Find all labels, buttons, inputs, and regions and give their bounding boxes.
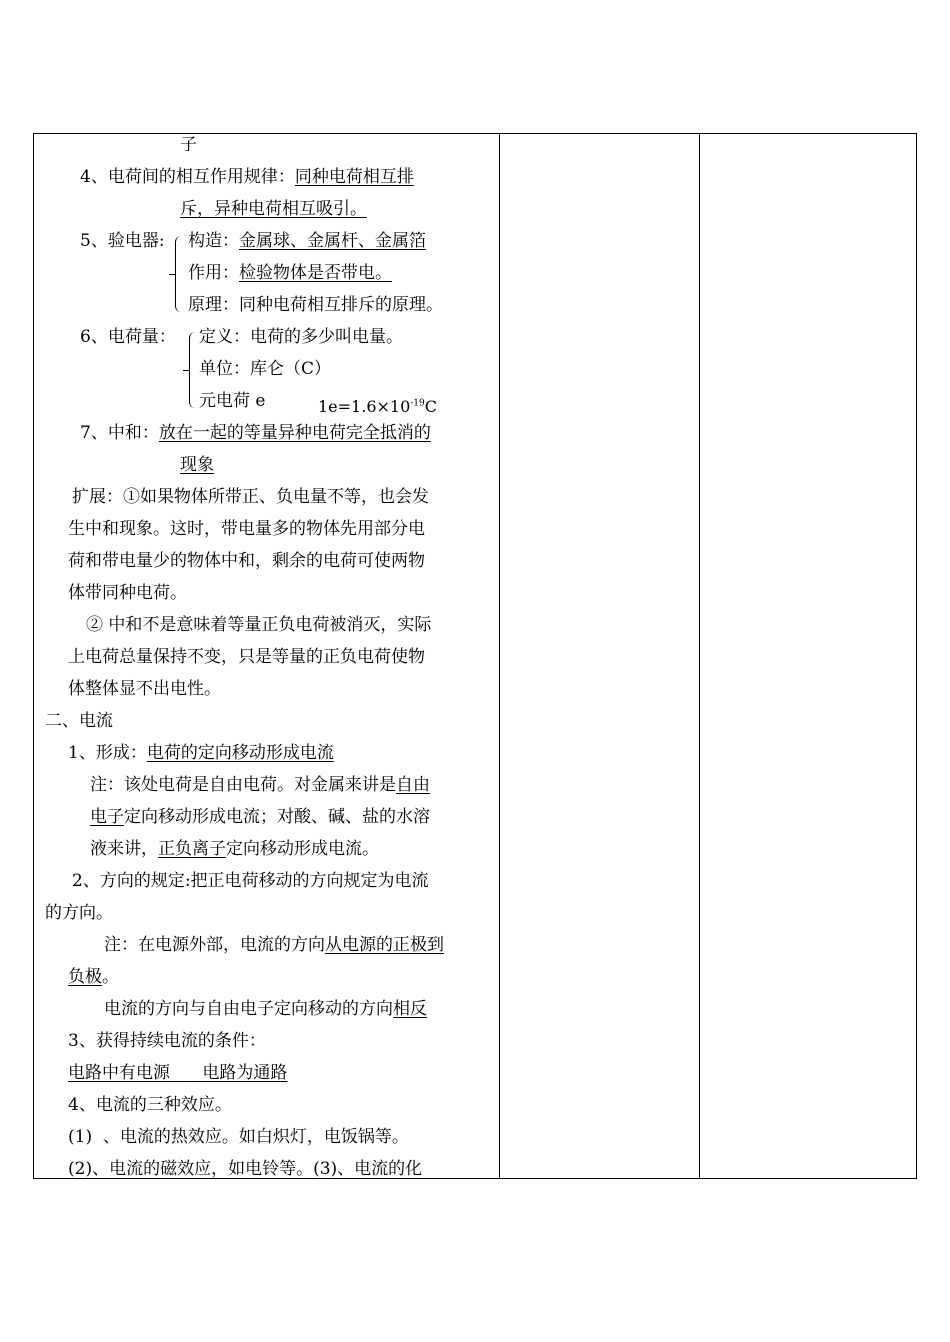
- line-text: 定义：电荷的多少叫电量。: [199, 327, 403, 347]
- line-text: 子: [180, 135, 197, 151]
- line-text: 作用：: [188, 263, 239, 283]
- line-text: C: [424, 397, 438, 412]
- underlined-text: 同种电荷相互排: [294, 167, 414, 187]
- line-magnetic-effect: [68, 1158, 422, 1180]
- line-neutralization: [80, 422, 431, 444]
- column-divider-2: [699, 134, 700, 1178]
- line-text: 原理：同种电荷相互排斥的原理。: [188, 295, 443, 315]
- line-text: 定向移动形成电流。: [226, 839, 379, 859]
- line-direction: [72, 870, 429, 892]
- underlined-text: 检验物体是否带电。: [239, 263, 392, 283]
- line-text: 二、电流: [45, 711, 113, 731]
- underlined-text: 从电源的正极到: [325, 935, 444, 955]
- line-text: 2、方向的规定:把正电荷移动的方向规定为电流: [72, 871, 429, 891]
- line-zi: [180, 134, 197, 151]
- line-extension-2: [68, 518, 425, 540]
- line-conditions-list: [68, 1062, 287, 1084]
- line-extension-4: [68, 582, 187, 604]
- line-unit: [199, 358, 331, 380]
- line-text: 上电荷总量保持不变，只是等量的正负电荷使物: [68, 647, 425, 667]
- line-text: ② 中和不是意味着等量正负电荷被消灭，实际: [86, 615, 432, 635]
- line-text: 4、电流的三种效应。: [68, 1095, 232, 1115]
- line-text: 3、获得持续电流的条件：: [68, 1031, 266, 1051]
- line-text: 1e=1.6×10: [318, 397, 411, 412]
- underlined-text: 电路为通路: [191, 1063, 288, 1083]
- line-structure: [188, 230, 426, 252]
- exponent: -19: [410, 398, 425, 409]
- underlined-text: 现象: [180, 455, 214, 475]
- underlined-text: 斥，异种电荷相互吸引。: [180, 199, 367, 219]
- line-e-value: [318, 396, 437, 412]
- line-charge-quantity: [80, 326, 176, 348]
- line-extension-5: [86, 614, 431, 636]
- line-text: (1) 、电流的热效应。如白炽灯，电饭锅等。: [68, 1127, 409, 1147]
- underlined-text: 正负离子: [158, 839, 226, 859]
- line-formation: [68, 742, 334, 764]
- brace-icon: [189, 332, 196, 408]
- line-text: 单位：库仑（C）: [199, 359, 332, 379]
- line-text: 生中和现象。这时，带电量多的物体先用部分电: [68, 519, 425, 539]
- column-divider-1: [499, 134, 500, 1178]
- line-text: 注：在电源外部，电流的方向: [104, 935, 325, 955]
- line-note-1: [90, 774, 430, 796]
- line-text: 荷和带电量少的物体中和，剩余的电荷可使两物: [68, 551, 425, 571]
- line-elementary-charge: [199, 390, 265, 412]
- underlined-text: 放在一起的等量异种电荷完全抵消的: [158, 423, 431, 443]
- line-text: 6、电荷量：: [80, 327, 176, 347]
- brace-icon: [175, 236, 182, 312]
- line-extension-3: [68, 550, 425, 572]
- line-text: 注：该处电荷是自由电荷。对金属来讲是: [90, 775, 396, 795]
- line-conditions: [68, 1030, 266, 1052]
- line-text: 构造：: [188, 231, 239, 251]
- line-charge-interaction: [80, 166, 414, 188]
- line-function: [188, 262, 392, 284]
- underlined-text: 电路中有电源: [68, 1063, 192, 1083]
- underlined-text: 电子: [90, 807, 124, 827]
- line-text: 5、验电器:: [80, 231, 165, 251]
- line-text: 体带同种电荷。: [68, 583, 187, 603]
- line-extension-7: [68, 678, 221, 700]
- line-note-3: [90, 838, 379, 860]
- underlined-text: 相反: [393, 999, 427, 1019]
- underlined-text: 金属球、金属杆、金属箔: [239, 231, 426, 251]
- line-heat-effect: [68, 1126, 409, 1148]
- line-text: 7、中和：: [80, 423, 159, 443]
- line-repel-attract: [180, 198, 367, 220]
- line-text: 液来讲，: [90, 839, 158, 859]
- line-extension-6: [68, 646, 425, 668]
- underlined-text: 电荷的定向移动形成电流: [146, 743, 334, 763]
- line-principle: [188, 294, 443, 316]
- line-text: 元电荷 e: [199, 391, 266, 411]
- line-negative-pole: [68, 966, 119, 988]
- line-phenomenon: [180, 454, 214, 476]
- line-text: 。: [102, 967, 119, 987]
- underlined-text: 自由: [396, 775, 430, 795]
- line-text: 的方向。: [45, 903, 113, 923]
- line-electroscope: [80, 230, 165, 252]
- line-three-effects: [68, 1094, 232, 1116]
- line-text: 定向移动形成电流；对酸、碱、盐的水溶: [124, 807, 430, 827]
- line-text: (2)、电流的磁效应，如电铃等。(3)、电流的化: [68, 1159, 423, 1179]
- underlined-text: 负极: [68, 967, 102, 987]
- line-note-direction: [104, 934, 444, 956]
- line-definition: [199, 326, 403, 348]
- line-note-2: [90, 806, 430, 828]
- line-text: 电流的方向与自由电子定向移动的方向: [104, 999, 393, 1019]
- line-text: 体整体显不出电性。: [68, 679, 221, 699]
- line-text: 扩展：①如果物体所带正、负电量不等，也会发: [72, 487, 429, 507]
- section-heading-current: [45, 710, 113, 732]
- line-text: 4、电荷间的相互作用规律：: [80, 167, 295, 187]
- line-direction-2: [45, 902, 113, 924]
- line-text: 1、形成：: [68, 743, 147, 763]
- line-opposite-direction: [104, 998, 427, 1020]
- line-extension-1: [72, 486, 429, 508]
